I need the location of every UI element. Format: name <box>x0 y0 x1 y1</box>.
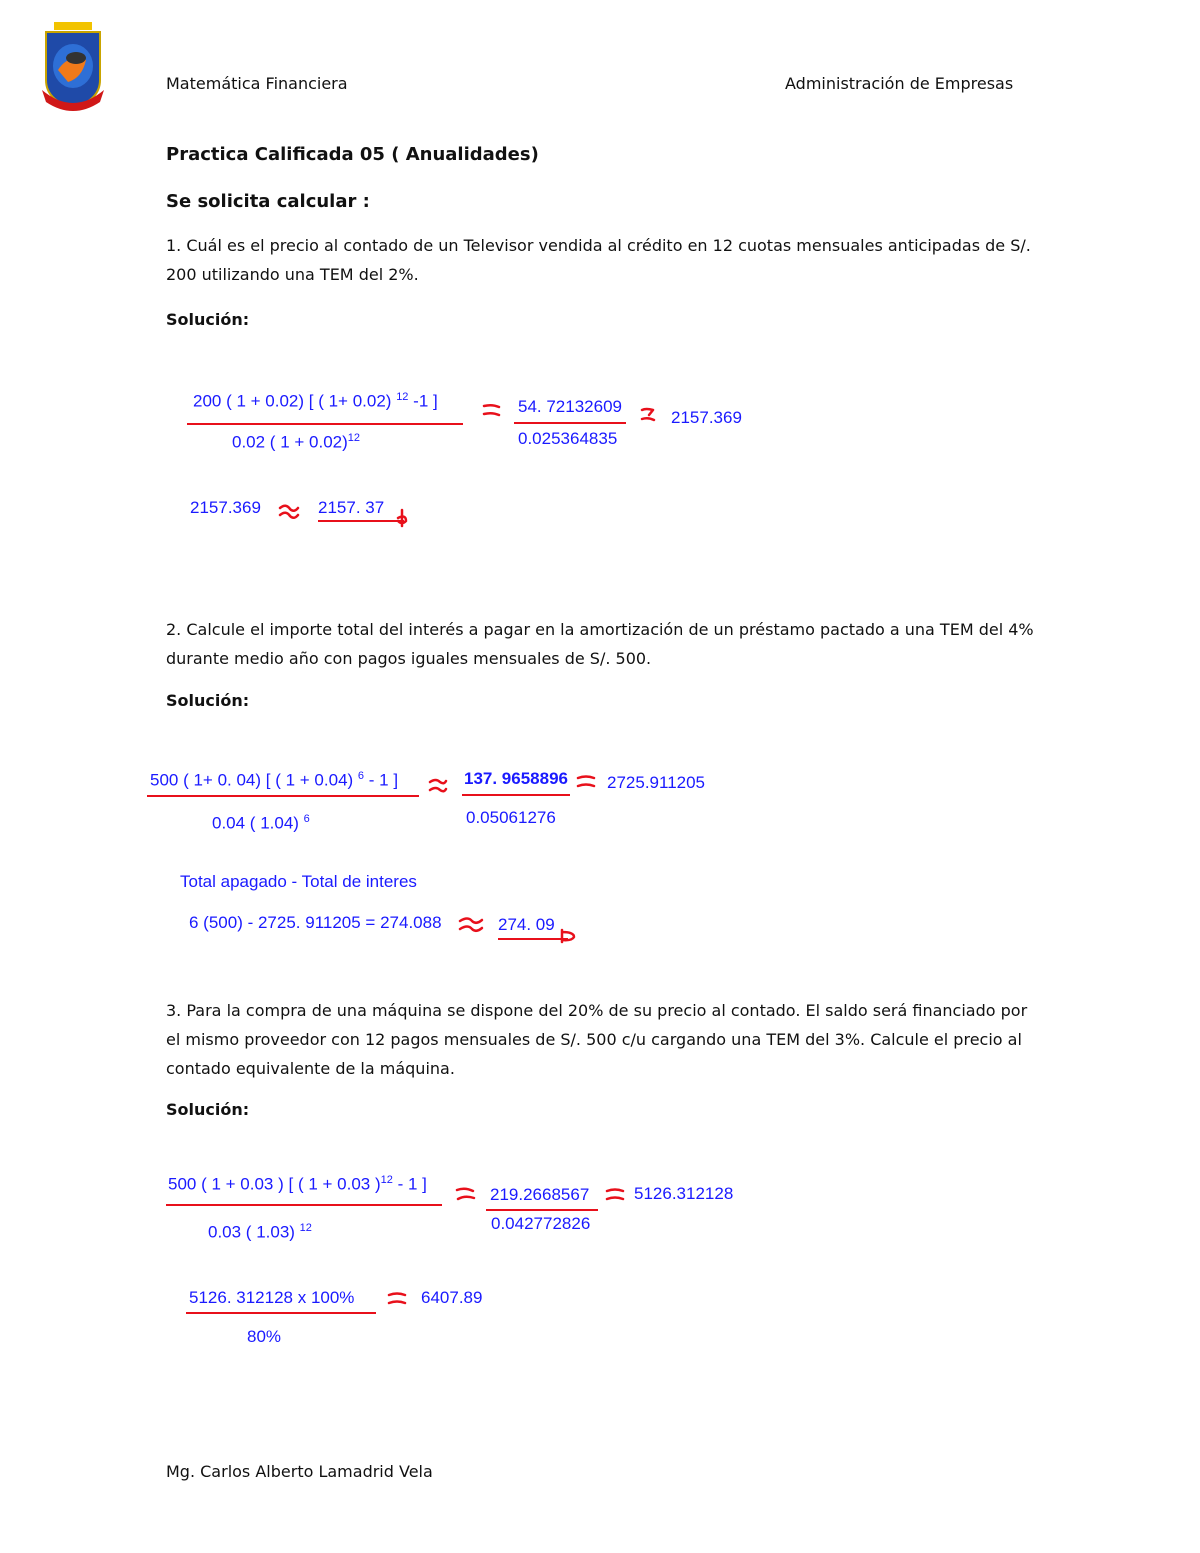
page-title: Practica Calificada 05 ( Anualidades) <box>166 144 539 165</box>
problem-2-solution-label: Solución: <box>166 691 250 710</box>
p3-final-den: 80% <box>247 1327 282 1346</box>
problem-3-text: Para la compra de una máquina se dispone del 20% de su precio al contado. El saldo será financiado por el mismo proveedor con 12 pagos mensuales de S/. 500 c/u cargando una TEM del 3%. Calcule el precio al contado equivalente de la máquina. <box>166 1001 1028 1078</box>
section-subtitle: Se solicita calcular : <box>166 191 370 212</box>
problem-1-text: Cuál es el precio al contado de un Televisor vendida al crédito en 12 cuotas mensuales anticipadas de S/. 200 utilizando una TEM del 2%. <box>166 236 1031 284</box>
header-program: Administración de Empresas <box>785 74 1014 93</box>
problem-1 <box>166 231 1046 289</box>
p3-numerator: 500 ( 1 + 0.03 ) [ ( 1 + 0.03 )$^{12}$ - 1 ] <box>168 1174 427 1194</box>
p2-total-underline <box>498 938 568 940</box>
p3-denominator: 0.03 ( 1.03) $^{12}$ <box>208 1222 312 1242</box>
arrow-mark <box>396 508 410 528</box>
p3-final-bar <box>186 1312 376 1314</box>
equals-mark <box>575 774 597 790</box>
p2-fraction-bar <box>147 795 419 797</box>
approx-mark <box>455 1186 477 1204</box>
problem-2-text: Calcule el importe total del interés a pagar en la amortización de un préstamo pactado a una TEM del 4% durante medio año con pagos iguales mensuales de S/. 500. <box>166 620 1034 668</box>
p1-frac2-bar <box>514 422 626 424</box>
equals-mark <box>604 1187 626 1203</box>
p3-frac2-bar <box>486 1209 598 1211</box>
university-crest-logo <box>38 20 108 112</box>
problem-2 <box>166 615 1046 673</box>
problem-3-solution-label: Solución: <box>166 1100 250 1119</box>
p2-total-expr: 6 (500) - 2725. 911205 = 274.088 <box>189 913 442 932</box>
p2-numerator: 500 ( 1+ 0. 04) [ ( 1 + 0.04) $^6$ - 1 ] <box>150 770 399 790</box>
problem-3-number: 3. <box>166 1001 182 1020</box>
equals-mark <box>386 1291 408 1307</box>
p2-frac2-num: 137. 9658896 <box>464 769 568 788</box>
p3-frac2-den: 0.042772826 <box>491 1214 591 1233</box>
approx-mark <box>640 407 656 423</box>
p1-round-to: 2157. 37 <box>318 498 385 517</box>
p1-denominator: 0.02 ( 1 + 0.02)$^{12}$ <box>232 432 361 452</box>
p1-fraction-bar <box>187 423 463 425</box>
p1-round-underline <box>318 520 404 522</box>
problem-2-number: 2. <box>166 620 182 639</box>
problem-1-solution-label: Solución: <box>166 310 250 329</box>
p2-denominator: 0.04 ( 1.04) $^6$ <box>212 813 310 833</box>
p3-frac2-num: 219.2668567 <box>490 1185 590 1204</box>
p1-result: 2157.369 <box>671 408 742 427</box>
problem-1-number: 1. <box>166 236 182 255</box>
p2-frac2-bar <box>462 794 570 796</box>
arrow-mark <box>560 928 578 944</box>
p2-result: 2725.911205 <box>607 773 706 792</box>
p2-total-label: Total apagado - Total de interes <box>180 872 417 891</box>
p1-round-from: 2157.369 <box>190 498 261 517</box>
p1-numerator: 200 ( 1 + 0.02) [ ( 1+ 0.02) $^{12}$ -1 ] <box>193 391 438 411</box>
approx-mark <box>428 778 448 794</box>
p2-total-round: 274. 09 <box>498 915 555 934</box>
p3-final-num: 5126. 312128 x 100% <box>189 1288 355 1307</box>
p1-frac2-den: 0.025364835 <box>518 429 618 448</box>
p1-frac2-num: 54. 72132609 <box>518 397 622 416</box>
equals-mark <box>482 403 502 417</box>
p3-fraction-bar <box>166 1204 442 1206</box>
header-course: Matemática Financiera <box>166 74 348 93</box>
approx-mark <box>458 916 484 934</box>
p3-result: 5126.312128 <box>634 1184 734 1203</box>
p3-final-result: 6407.89 <box>421 1288 483 1307</box>
problem-3 <box>166 996 1046 1083</box>
p2-frac2-den: 0.05061276 <box>466 808 556 827</box>
approx-mark <box>278 504 300 520</box>
footer-author: Mg. Carlos Alberto Lamadrid Vela <box>166 1462 433 1481</box>
